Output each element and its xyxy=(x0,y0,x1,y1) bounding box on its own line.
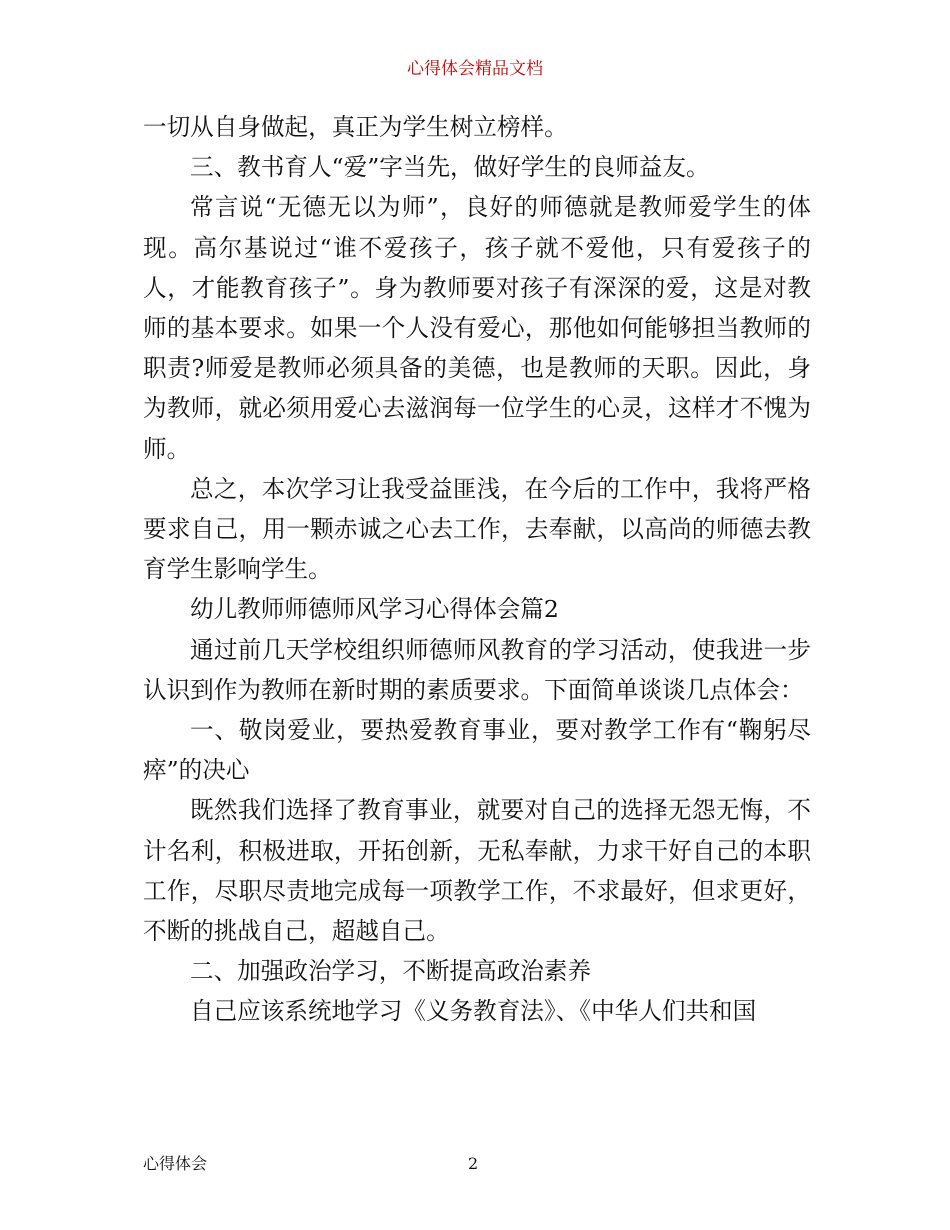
section-heading-2: 二、加强政治学习，不断提高政治素养 xyxy=(190,957,592,986)
article-title-part-2: 幼儿教师师德师风学习心得体会篇2 xyxy=(190,595,559,624)
paragraph-intro: 通过前几天学校组织师德师风教育的学习活动，使我进一步认识到作为教师在新时期的素质要求。下面简单谈谈几点体会： xyxy=(143,635,811,704)
footer-label: 心得体会 xyxy=(143,1154,208,1173)
page-header-title: 心得体会精品文档 xyxy=(407,59,543,79)
section-heading-3: 三、教书育人“爱”字当先，做好学生的良师益友。 xyxy=(190,153,710,182)
document-body xyxy=(143,107,811,1032)
paragraph-teacher-love: 常言说“无德无以为师”，良好的师德就是教师爱学生的体现。高尔基说过“谁不爱孩子，孩子就不爱他，只有爱孩子的人，才能教育孩子”。身为教师要对孩子有深深的爱，这是对教师的基本要求。如果一个人没有爱心，那他如何能够担当教师的职责?师爱是教师必须具备的美德，也是教师的天职。因此，身为教师，就必须用爱心去滋润每一位学生的心灵，这样才不愧为师。 xyxy=(143,193,811,463)
paragraph-1: 一切从自身做起，真正为学生树立榜样。 xyxy=(143,113,568,141)
paragraph-dedication: 既然我们选择了教育事业，就要对自己的选择无怨无悔，不计名利，积极进取，开拓创新，无私奉献，力求干好自己的本职工作，尽职尽责地完成每一项教学工作，不求最好，但求更好，不断的挑战自己，超越自己。 xyxy=(143,796,811,946)
paragraph-summary: 总之，本次学习让我受益匪浅，在今后的工作中，我将严格要求自己，用一颗赤诚之心去工作，去奉献，以高尚的师德去教育学生影响学生。 xyxy=(143,474,811,584)
paragraph-political-study: 自己应该系统地学习《义务教育法》、《中华人们共和国 xyxy=(190,997,757,1026)
section-heading-1: 一、敬岗爱业，要热爱教育事业，要对教学工作有“鞠躬尽瘁”的决心 xyxy=(143,716,811,785)
page-number: 2 xyxy=(468,1154,479,1173)
